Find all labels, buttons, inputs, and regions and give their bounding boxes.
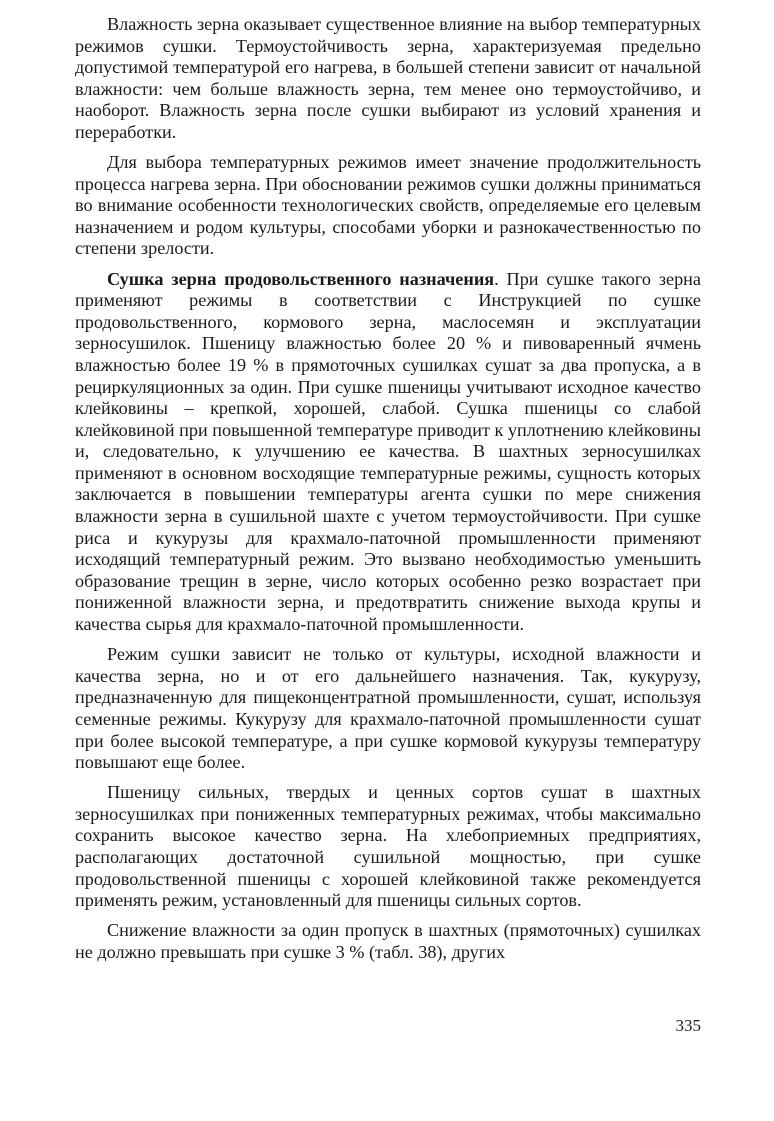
paragraph-drying-mode-purpose: Режим сушки зависит не только от культуры, исходной влажности и качества зерна, но и от его дальнейшего назначения. Так, кукурузу, предназначенную для пищеконцентратной промышленности, сушат, используя семенные режимы. Кукурузу для крахмало-паточной промышленности сушат при более высокой температуре, а при сушке кормовой кукурузы температуру повышают еще более.: [75, 644, 701, 773]
paragraph-food-grain-drying: [75, 269, 701, 636]
paragraph-strong-wheat: Пшеницу сильных, твердых и ценных сортов сушат в шахтных зерносушилках при пониженных температурных режимах, чтобы максимально сохранить высокое качество зерна. На хлебоприемных предприятиях, располагающих достаточной сушильной мощностью, при сушке продовольственной пшеницы с хорошей клейковиной также рекомендуется применять режим, установленный для пшеницы сильных сортов.: [75, 782, 701, 911]
page-number: 335: [675, 1016, 701, 1035]
paragraph-food-grain-body: . При сушке такого зерна применяют режимы в соответствии с Инструкцией по сушке продовольственного, кормового зерна, маслосемян и эксплуатации зерносушилок. Пшеницу влажностью более 20 % и пивоваренный ячмень влажностью более 19 % в прямоточных сушилках сушат за два пропуска, а в рециркуляционных за один. При сушке пшеницы учитывают исходное качество клейковины – крепкой, хорошей, слабой. Сушка пшеницы со слабой клейковиной при повышенной температуре приводит к уплотнению клейковины и, следовательно, к улучшению ее качества. В шахтных зерносушилках применяют в основном восходящие температурные режимы, сущность которых заключается в повышении температуры агента сушки по мере снижения влажности зерна в сушильной шахте с учетом термоустойчивости. При сушке риса и кукурузы для крахмало-паточной промышленности применяют исходящий температурный режим. Это вызвано необходимостью уменьшить образование трещин в зерне, число которых особенно резко возрастает при пониженной влажности зерна, и предотвратить снижение выхода крупы и качества сырья для крахмало-паточной промышленности.: [75, 268, 701, 635]
paragraph-grain-moisture: Влажность зерна оказывает существенное влияние на выбор температурных режимов сушки. Термоустойчивость зерна, характеризуемая предельно допустимой температурой его нагрева, в большей степени зависит от начальной влажности: чем больше влажность зерна, тем менее оно термоустойчиво, и наоборот. Влажность зерна после сушки выбирают из условий хранения и переработки.: [75, 14, 701, 142]
document-page: [75, 14, 701, 972]
paragraph-moisture-reduction: Снижение влажности за один пропуск в шахтных (прямоточных) сушилках не должно превышать при сушке 3 % (табл. 38), других: [75, 920, 701, 962]
section-heading-food-grain: Сушка зерна продовольственного назначения: [107, 268, 495, 289]
paragraph-temperature-modes: Для выбора температурных режимов имеет значение продолжительность процесса нагрева зерна. При обосновании режимов сушки должны приниматься во внимание особенности технологических свойств, определяемые его целевым назначением и родом культуры, способами уборки и разнокачественностью по степени зрелости.: [75, 152, 701, 259]
